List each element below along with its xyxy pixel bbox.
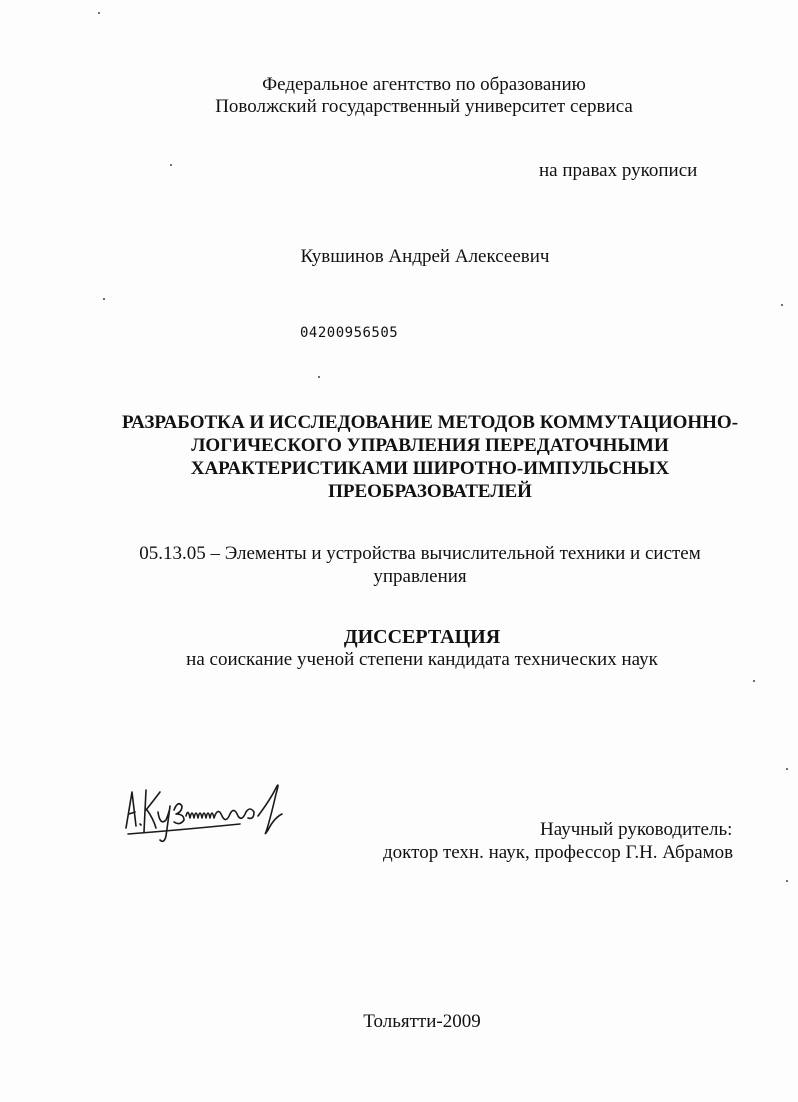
author-name: Кувшинов Андрей Алексеевич xyxy=(300,246,550,267)
handwritten-signature xyxy=(120,770,300,850)
scan-speck xyxy=(786,880,788,882)
title-line: ХАРАКТЕРИСТИКАМИ ШИРОТНО-ИМПУЛЬСНЫХ xyxy=(190,458,670,479)
scan-speck xyxy=(781,304,783,306)
city-year: Тольятти-2009 xyxy=(363,1011,481,1032)
scan-speck xyxy=(170,164,172,166)
specialty-line: управления xyxy=(373,566,467,587)
specialty-code xyxy=(100,542,740,588)
scan-speck xyxy=(786,768,788,770)
scan-speck xyxy=(98,12,100,14)
university-name: Поволжский государственный университет сервиса xyxy=(215,96,633,117)
rights-note: на правах рукописи xyxy=(539,160,698,181)
scan-speck xyxy=(753,680,755,682)
advisor-label: Научный руководитель: xyxy=(540,819,733,840)
document-type: ДИССЕРТАЦИЯ xyxy=(343,626,501,648)
degree-statement: на соискание ученой степени кандидата технических наук xyxy=(186,649,658,670)
title-line: ПРЕОБРАЗОВАТЕЛЕЙ xyxy=(328,481,532,502)
scan-speck xyxy=(318,376,320,378)
dissertation-title xyxy=(60,411,798,503)
registration-number: 04200956505 xyxy=(300,325,399,341)
agency-name: Федеральное агентство по образованию xyxy=(262,74,586,95)
specialty-line: 05.13.05 – Элементы и устройства вычислительной техники и систем xyxy=(139,543,701,564)
title-line: ЛОГИЧЕСКОГО УПРАВЛЕНИЯ ПЕРЕДАТОЧНЫМИ xyxy=(191,435,669,456)
scan-speck xyxy=(103,298,105,300)
title-line: РАЗРАБОТКА И ИССЛЕДОВАНИЕ МЕТОДОВ КОММУТАЦИОННО- xyxy=(121,412,739,433)
advisor-name: доктор техн. наук, профессор Г.Н. Абрамов xyxy=(383,842,734,863)
